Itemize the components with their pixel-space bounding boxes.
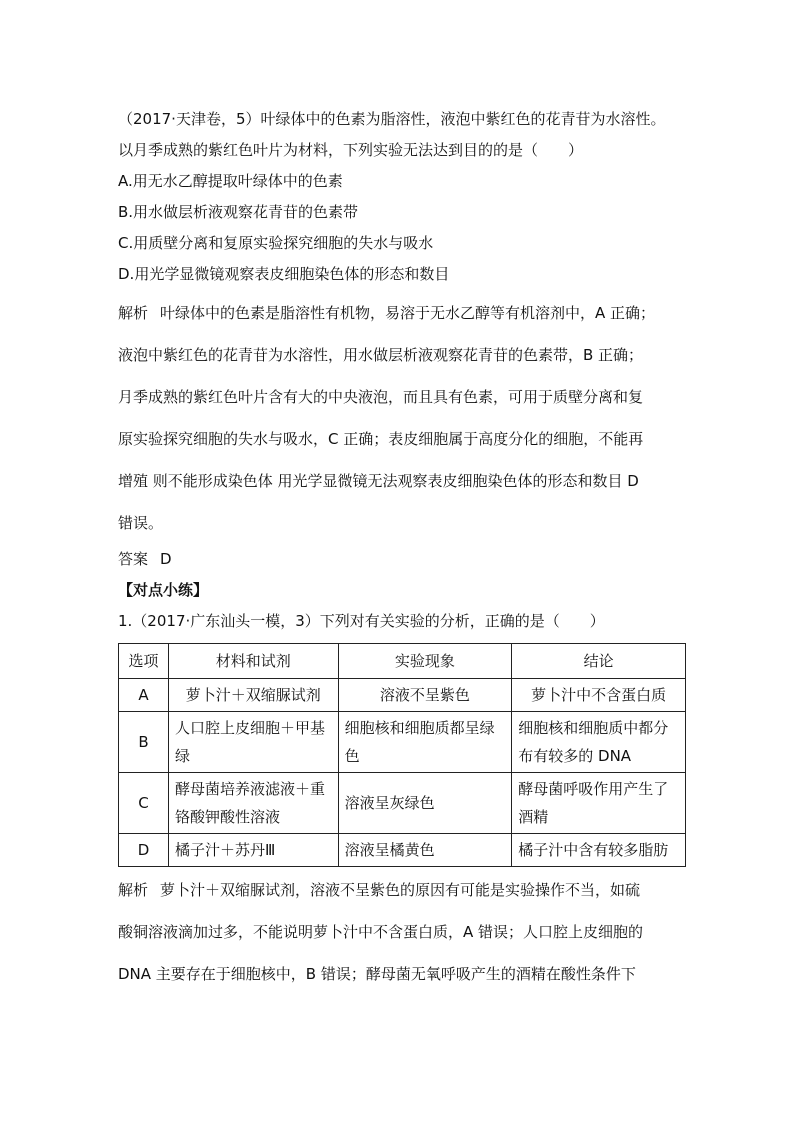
question-stem-line-2: 以月季成熟的紫红色叶片为材料，下列实验无法达到目的的是（ ） — [118, 141, 584, 159]
table-cell: 细胞核和细胞质中都分布有较多的 DNA — [512, 712, 686, 773]
table-cell: 酵母菌培养液滤液＋重铬酸钾酸性溶液 — [168, 773, 338, 834]
analysis-line-4: 原实验探究细胞的失水与吸水，C 正确；表皮细胞属于高度分化的细胞，不能再 — [118, 430, 644, 448]
analysis-line-1 — [118, 292, 686, 334]
table-header-row — [119, 644, 686, 679]
table-row — [119, 773, 686, 834]
table-cell: 萝卜汁＋双缩脲试剂 — [168, 679, 338, 712]
practice-analysis-block — [118, 869, 686, 995]
analysis-line-2: 液泡中紫红色的花青苷为水溶性，用水做层析液观察花青苷的色素带，B 正确； — [118, 346, 644, 364]
practice-analysis-label: 解析 — [118, 881, 149, 899]
analysis-text-1: 叶绿体中的色素是脂溶性有机物，易溶于无水乙醇等有机溶剂中，A 正确； — [160, 304, 656, 322]
analysis-line-5: 增殖 则不能形成染色体 用光学显微镜无法观察表皮细胞染色体的形态和数目 D — [118, 472, 639, 490]
table-header-cell: 选项 — [119, 644, 169, 679]
table-row — [119, 712, 686, 773]
table-cell: B — [119, 712, 169, 773]
answer-label: 答案 — [118, 550, 149, 568]
table-cell: D — [119, 834, 169, 867]
table-cell: A — [119, 679, 169, 712]
table-cell: 溶液呈橘黄色 — [338, 834, 512, 867]
table-cell: 橘子汁中含有较多脂肪 — [512, 834, 686, 867]
document-page — [118, 104, 686, 995]
practice-analysis-line-3: DNA 主要存在于细胞核中，B 错误；酵母菌无氧呼吸产生的酒精在酸性条件下 — [118, 965, 636, 983]
option-a: A.用无水乙醇提取叶绿体中的色素 — [118, 172, 343, 190]
option-c: C.用质壁分离和复原实验探究细胞的失水与吸水 — [118, 234, 434, 252]
table-header-cell: 材料和试剂 — [168, 644, 338, 679]
analysis-label: 解析 — [118, 304, 149, 322]
table-row — [119, 679, 686, 712]
table-cell: 溶液不呈紫色 — [338, 679, 512, 712]
answer-line — [118, 544, 686, 575]
table-cell: 酵母菌呼吸作用产生了酒精 — [512, 773, 686, 834]
analysis-line-6: 错误。 — [118, 514, 164, 532]
option-b: B.用水做层析液观察花青苷的色素带 — [118, 203, 359, 221]
practice-analysis-text-1: 萝卜汁＋双缩脲试剂，溶液不呈紫色的原因有可能是实验操作不当，如硫 — [160, 881, 641, 899]
practice-analysis-line-2: 酸铜溶液滴加过多，不能说明萝卜汁中不含蛋白质，A 错误；人口腔上皮细胞的 — [118, 923, 644, 941]
practice-analysis-line-1 — [118, 869, 686, 911]
option-d: D.用光学显微镜观察表皮细胞染色体的形态和数目 — [118, 265, 450, 283]
analysis-line-3: 月季成熟的紫红色叶片含有大的中央液泡，而且具有色素，可用于质壁分离和复 — [118, 388, 644, 406]
answer-value: D — [160, 550, 172, 568]
table-cell: 溶液呈灰绿色 — [338, 773, 512, 834]
experiment-table — [118, 643, 686, 867]
table-cell: 萝卜汁中不含蛋白质 — [512, 679, 686, 712]
analysis-block — [118, 292, 686, 544]
table-cell: 细胞核和细胞质都呈绿色 — [338, 712, 512, 773]
question-stem-line-1: （2017·天津卷，5）叶绿体中的色素为脂溶性，液泡中紫红色的花青苷为水溶性。 — [118, 110, 666, 128]
table-row — [119, 834, 686, 867]
table-header-cell: 结论 — [512, 644, 686, 679]
table-header-cell: 实验现象 — [338, 644, 512, 679]
practice-question-stem: 1.（2017·广东汕头一模，3）下列对有关实验的分析，正确的是（ ） — [118, 612, 605, 630]
table-cell: C — [119, 773, 169, 834]
table-cell: 橘子汁＋苏丹Ⅲ — [168, 834, 338, 867]
table-cell: 人口腔上皮细胞＋甲基绿 — [168, 712, 338, 773]
practice-heading: 【对点小练】 — [118, 581, 209, 599]
